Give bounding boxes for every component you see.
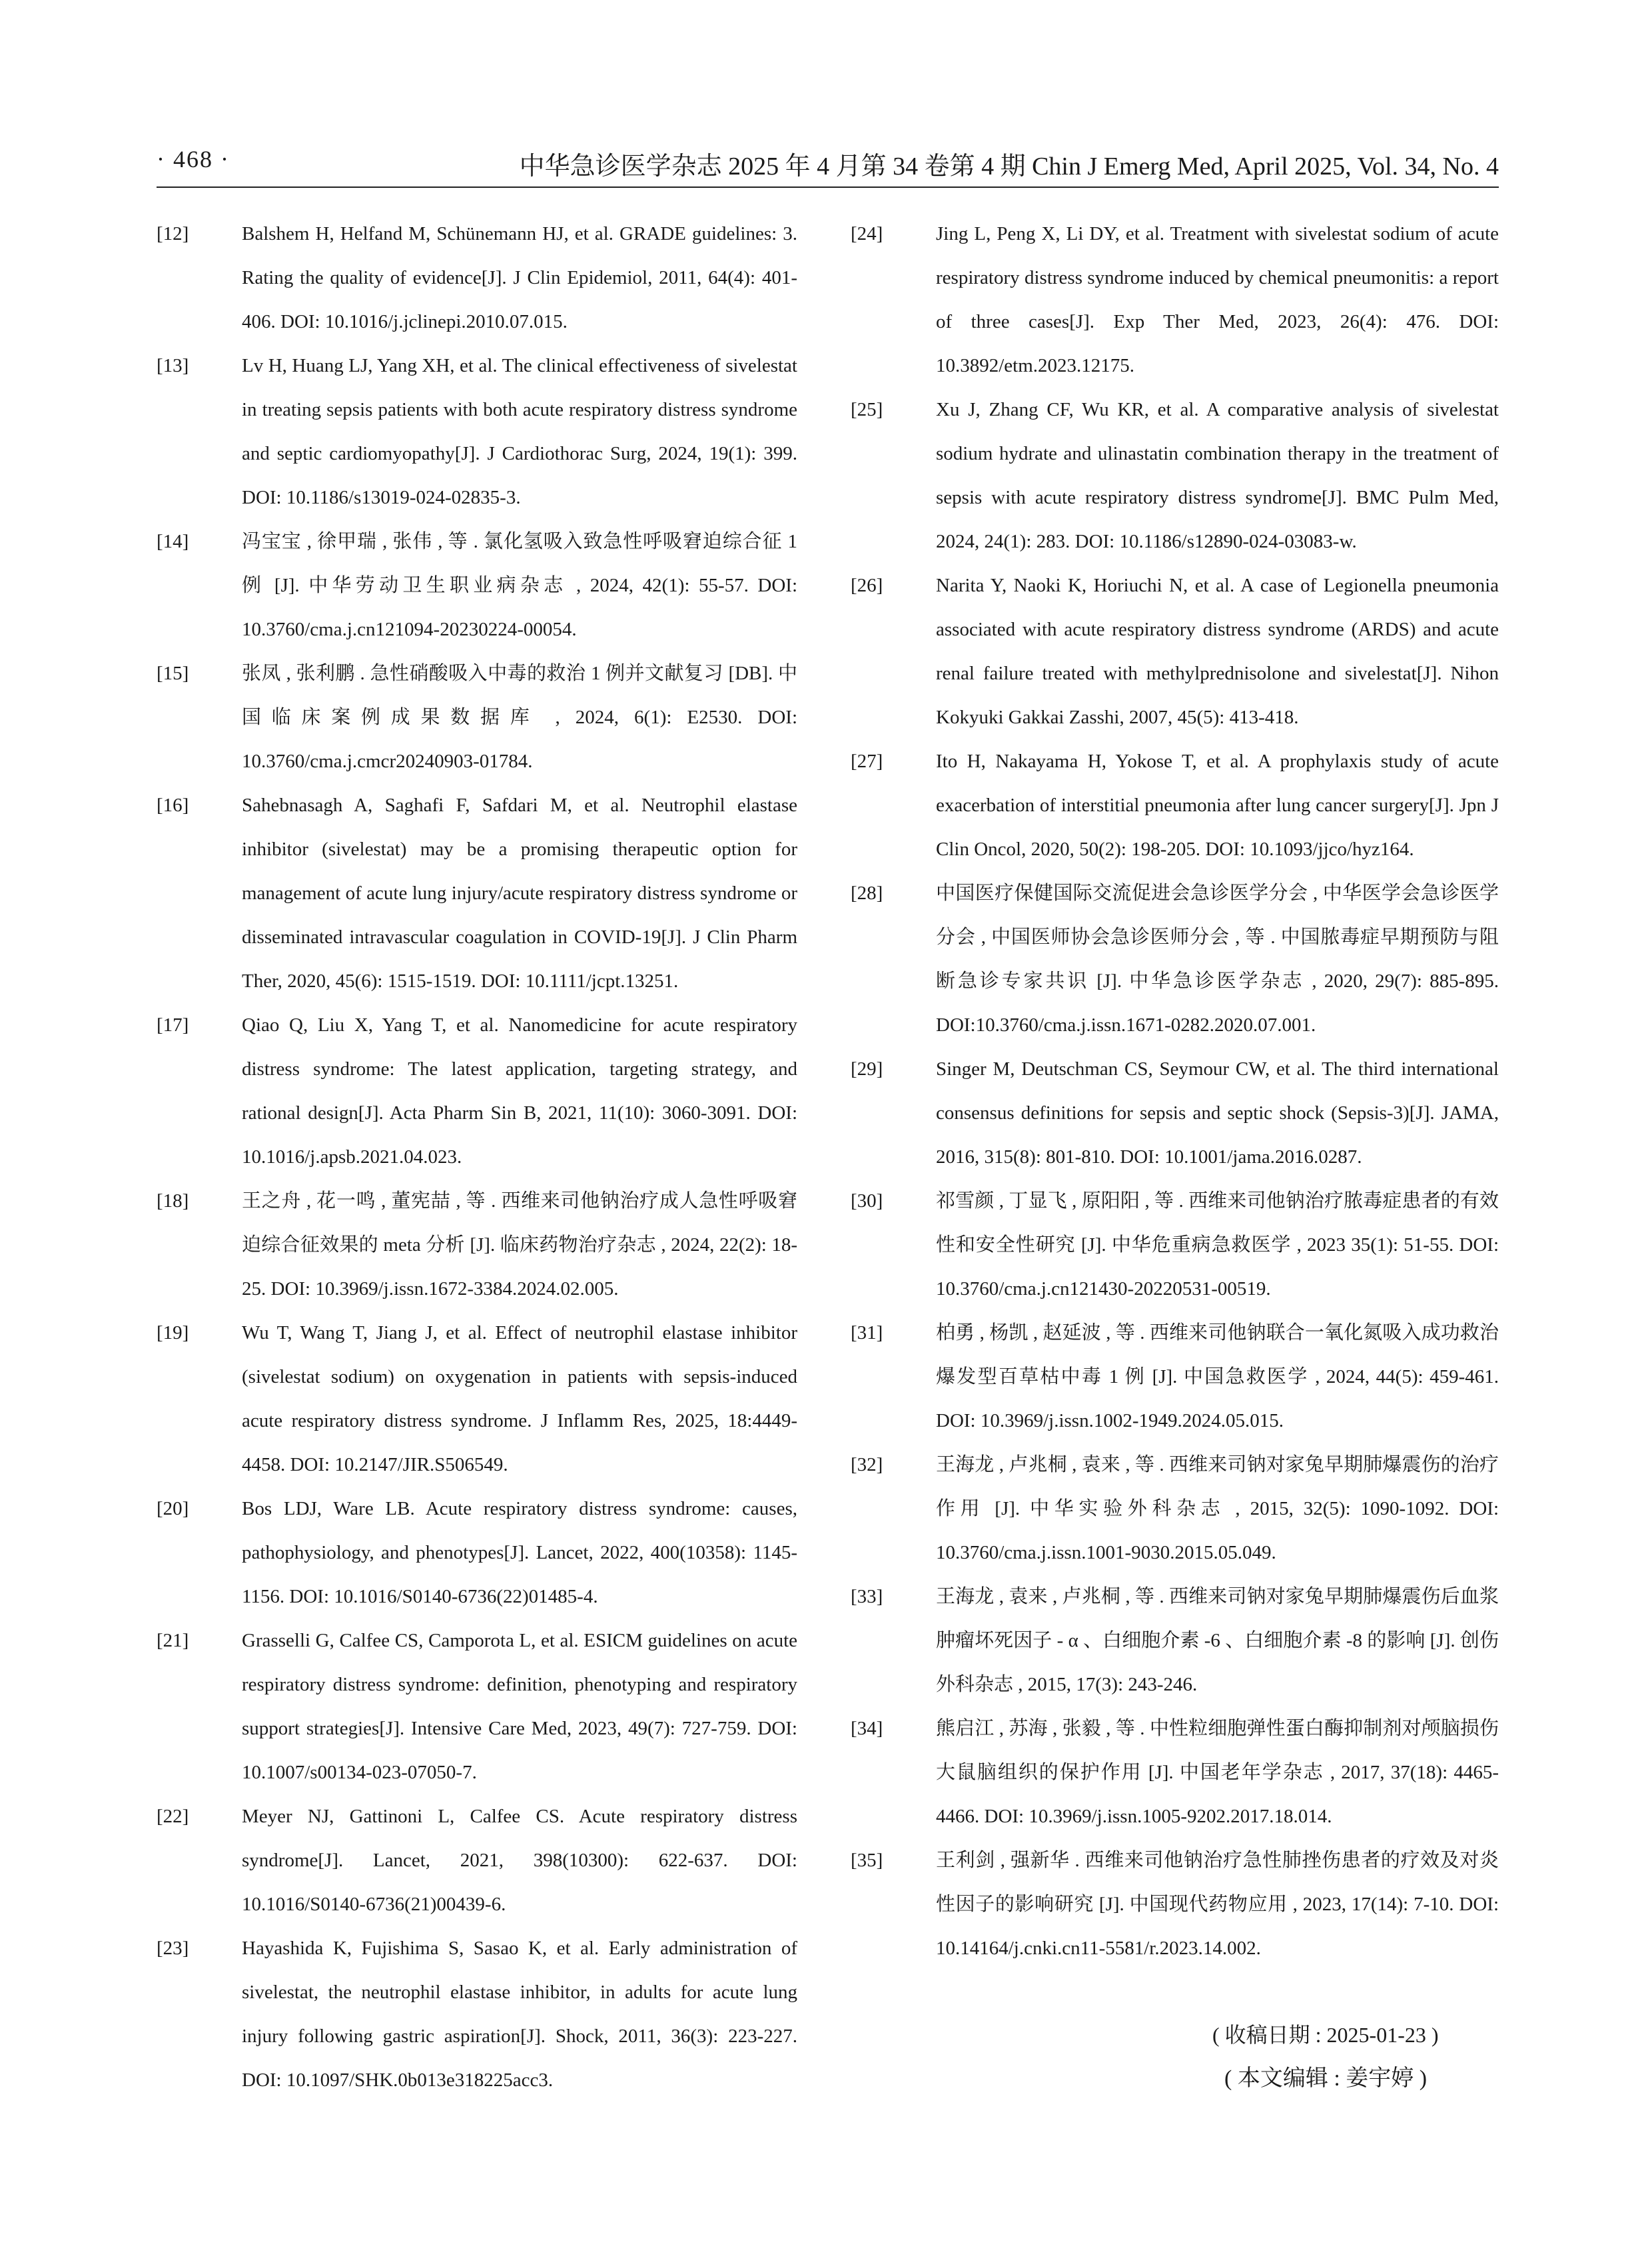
reference-text: 王之舟 , 花一鸣 , 董宪喆 , 等 . 西维来司他钠治疗成人急性呼吸窘迫综合征效果的 meta 分析 [J]. 临床药物治疗杂志 , 2024, 22(2): 18-25. DOI: 10.3969/j.issn.1672-3384.2024.02.005. [242,1190,797,1300]
reference-number: [25] [851,399,883,420]
reference-item [851,871,1499,1047]
reference-text: 柏勇 , 杨凯 , 赵延波 , 等 . 西维来司他钠联合一氧化氮吸入成功救治爆发型百草枯中毒 1 例 [J]. 中国急救医学 , 2024, 44(5): 459-461. DOI: 10.3969/j.issn.1002-1949.2024.05.015. [936,1322,1499,1431]
reference-number: [14] [157,531,189,552]
reference-item [851,1179,1499,1311]
reference-text: Lv H, Huang LJ, Yang XH, et al. The clinical effectiveness of sivelestat in treating sepsis patients with both acute respiratory distress syndrome and septic cardiomyopathy[J]. J Cardiothorac Surg, 2024, 19(1): 399. DOI: 10.1186/s13019-024-02835-3. [242,355,797,508]
reference-number: [19] [157,1322,189,1343]
reference-text: Qiao Q, Liu X, Yang T, et al. Nanomedicine for acute respiratory distress syndrome: The latest application, targeting strategy, and rational design[J]. Acta Pharm Sin B, 2021, 11(10): 3060-3091. DOI: 10.1016/j.apsb.2021.04.023. [242,1014,797,1168]
reference-number: [27] [851,751,883,772]
reference-text: 冯宝宝 , 徐甲瑞 , 张伟 , 等 . 氯化氢吸入致急性呼吸窘迫综合征 1 例 [J]. 中华劳动卫生职业病杂志 , 2024, 42(1): 55-57. DOI: 10.3760/cma.j.cn121094-20230224-00054. [242,531,797,640]
reference-item [851,1706,1499,1838]
reference-item [157,344,797,520]
reference-item [157,1311,797,1487]
reference-text: 张凤 , 张利鹏 . 急性硝酸吸入中毒的救治 1 例并文献复习 [DB]. 中国临床案例成果数据库 , 2024, 6(1): E2530. DOI: 10.3760/cma.j.cmcr20240903-01784. [242,663,797,772]
reference-item [851,1047,1499,1179]
references-left-column [157,212,797,2102]
reference-number: [30] [851,1190,883,1212]
page-header [157,145,1499,185]
reference-item [851,388,1499,563]
reference-number: [29] [851,1058,883,1080]
reference-number: [22] [157,1806,189,1827]
references-right-column [851,212,1499,1970]
reference-text: 王利剑 , 强新华 . 西维来司他钠治疗急性肺挫伤患者的疗效及对炎性因子的影响研究 [J]. 中国现代药物应用 , 2023, 17(14): 7-10. DOI: 10.14164/j.cnki.cn11-5581/r.2023.14.002. [936,1850,1499,1959]
reference-item [851,1575,1499,1706]
reference-item [851,1443,1499,1575]
reference-item [851,739,1499,871]
reference-item [851,1838,1499,1970]
reference-text: Singer M, Deutschman CS, Seymour CW, et al. The third international consensus definitions for sepsis and septic shock (Sepsis-3)[J]. JAMA, 2016, 315(8): 801-810. DOI: 10.1001/jama.2016.0287. [936,1058,1499,1168]
reference-text: 祁雪颜 , 丁显飞 , 原阳阳 , 等 . 西维来司他钠治疗脓毒症患者的有效性和安全性研究 [J]. 中华危重病急救医学 , 2023 35(1): 51-55. DOI: 10.3760/cma.j.cn121430-20220531-00519. [936,1190,1499,1300]
reference-item [851,563,1499,739]
reference-item [157,1179,797,1311]
editor-credit: ( 本文编辑 : 姜宇婷 ) [1224,2066,1428,2091]
reference-number: [28] [851,883,883,904]
reference-text: 王海龙 , 袁来 , 卢兆桐 , 等 . 西维来司钠对家兔早期肺爆震伤后血浆肿瘤坏死因子 - α 、白细胞介素 -6 、白细胞介素 -8 的影响 [J]. 创伤外科杂志 , 2015, 17(3): 243-246. [936,1586,1499,1695]
reference-text: Jing L, Peng X, Li DY, et al. Treatment with sivelestat sodium of acute respiratory distress syndrome induced by chemical pneumonitis: a report of three cases[J]. Exp Ther Med, 2023, 26(4): 476. DOI: 10.3892/etm.2023.12175. [936,223,1499,376]
reference-number: [34] [851,1718,883,1739]
reference-number: [24] [851,223,883,244]
reference-item [851,1311,1499,1443]
reference-number: [16] [157,795,189,816]
reference-text: Narita Y, Naoki K, Horiuchi N, et al. A case of Legionella pneumonia associated with acute respiratory distress syndrome (ARDS) and acute renal failure treated with methylprednisolone and sivelestat[J]. Nihon Kokyuki Gakkai Zasshi, 2007, 45(5): 413-418. [936,575,1499,728]
reference-number: [17] [157,1014,189,1036]
page-number: · 468 · [157,146,230,173]
reference-text: 王海龙 , 卢兆桐 , 袁来 , 等 . 西维来司钠对家兔早期肺爆震伤的治疗作用 [J]. 中华实验外科杂志 , 2015, 32(5): 1090-1092. DOI: 10.3760/cma.j.issn.1001-9030.2015.05.049. [936,1454,1499,1563]
reference-text: Wu T, Wang T, Jiang J, et al. Effect of neutrophil elastase inhibitor (sivelestat sodium) on oxygenation in patients with sepsis-induced acute respiratory distress syndrome. J Inflamm Res, 2025, 18:4449-4458. DOI: 10.2147/JIR.S506549. [242,1322,797,1475]
reference-number: [32] [851,1454,883,1475]
reference-number: [18] [157,1190,189,1212]
reference-item [157,783,797,1003]
reference-number: [20] [157,1498,189,1519]
reference-number: [31] [851,1322,883,1343]
reference-text: Hayashida K, Fujishima S, Sasao K, et al. Early administration of sivelestat, the neutrophil elastase inhibitor, in adults for acute lung injury following gastric aspiration[J]. Shock, 2011, 36(3): 223-227. DOI: 10.1097/SHK.0b013e318225acc3. [242,1938,797,2091]
reference-number: [15] [157,663,189,684]
reference-text: 中国医疗保健国际交流促进会急诊医学分会 , 中华医学会急诊医学分会 , 中国医师协会急诊医师分会 , 等 . 中国脓毒症早期预防与阻断急诊专家共识 [J]. 中华急诊医学杂志 , 2020, 29(7): 885-895. DOI:10.3760/cma.j.issn.1671-0282.2020.07.001. [936,883,1499,1036]
reference-item [157,1619,797,1794]
reference-text: Bos LDJ, Ware LB. Acute respiratory distress syndrome: causes, pathophysiology, and phenotypes[J]. Lancet, 2022, 400(10358): 1145-1156. DOI: 10.1016/S0140-6736(22)01485-4. [242,1498,797,1607]
reference-item [157,1794,797,1926]
header-rule [157,187,1499,188]
journal-citation: 中华急诊医学杂志 2025 年 4 月第 34 卷第 4 期 Chin J Emerg Med, April 2025, Vol. 34, No. 4 [519,153,1499,181]
reference-text: Balshem H, Helfand M, Schünemann HJ, et al. GRADE guidelines: 3. Rating the quality of evidence[J]. J Clin Epidemiol, 2011, 64(4): 401-406. DOI: 10.1016/j.jclinepi.2010.07.015. [242,223,797,332]
reference-number: [13] [157,355,189,376]
reference-number: [35] [851,1850,883,1871]
reference-number: [26] [851,575,883,596]
reference-text: Ito H, Nakayama H, Yokose T, et al. A prophylaxis study of acute exacerbation of interstitial pneumonia after lung cancer surgery[J]. Jpn J Clin Oncol, 2020, 50(2): 198-205. DOI: 10.1093/jjco/hyz164. [936,751,1499,860]
reference-text: 熊启江 , 苏海 , 张毅 , 等 . 中性粒细胞弹性蛋白酶抑制剂对颅脑损伤大鼠脑组织的保护作用 [J]. 中国老年学杂志 , 2017, 37(18): 4465-4466. DOI: 10.3969/j.issn.1005-9202.2017.18.014. [936,1718,1499,1827]
reference-number: [33] [851,1586,883,1607]
reference-text: Sahebnasagh A, Saghafi F, Safdari M, et al. Neutrophil elastase inhibitor (sivelestat) may be a promising therapeutic option for management of acute lung injury/acute respiratory distress syndrome or disseminated intravascular coagulation in COVID-19[J]. J Clin Pharm Ther, 2020, 45(6): 1515-1519. DOI: 10.1111/jcpt.13251. [242,795,797,992]
reference-text: Meyer NJ, Gattinoni L, Calfee CS. Acute respiratory distress syndrome[J]. Lancet, 2021, 398(10300): 622-637. DOI: 10.1016/S0140-6736(21)00439-6. [242,1806,797,1915]
reference-item [157,520,797,651]
reference-item [157,1003,797,1179]
reference-item [157,651,797,783]
received-date: ( 收稿日期 : 2025-01-23 ) [1212,2023,1439,2047]
reference-number: [21] [157,1630,189,1651]
reference-number: [23] [157,1938,189,1959]
reference-text: Xu J, Zhang CF, Wu KR, et al. A comparative analysis of sivelestat sodium hydrate and ulinastatin combination therapy in the treatment of sepsis with acute respiratory distress syndrome[J]. BMC Pulm Med, 2024, 24(1): 283. DOI: 10.1186/s12890-024-03083-w. [936,399,1499,552]
reference-item [851,212,1499,388]
reference-number: [12] [157,223,189,244]
reference-item [157,1487,797,1619]
reference-text: Grasselli G, Calfee CS, Camporota L, et al. ESICM guidelines on acute respiratory distress syndrome: definition, phenotyping and respiratory support strategies[J]. Intensive Care Med, 2023, 49(7): 727-759. DOI: 10.1007/s00134-023-07050-7. [242,1630,797,1783]
reference-item [157,212,797,344]
reference-item [157,1926,797,2102]
